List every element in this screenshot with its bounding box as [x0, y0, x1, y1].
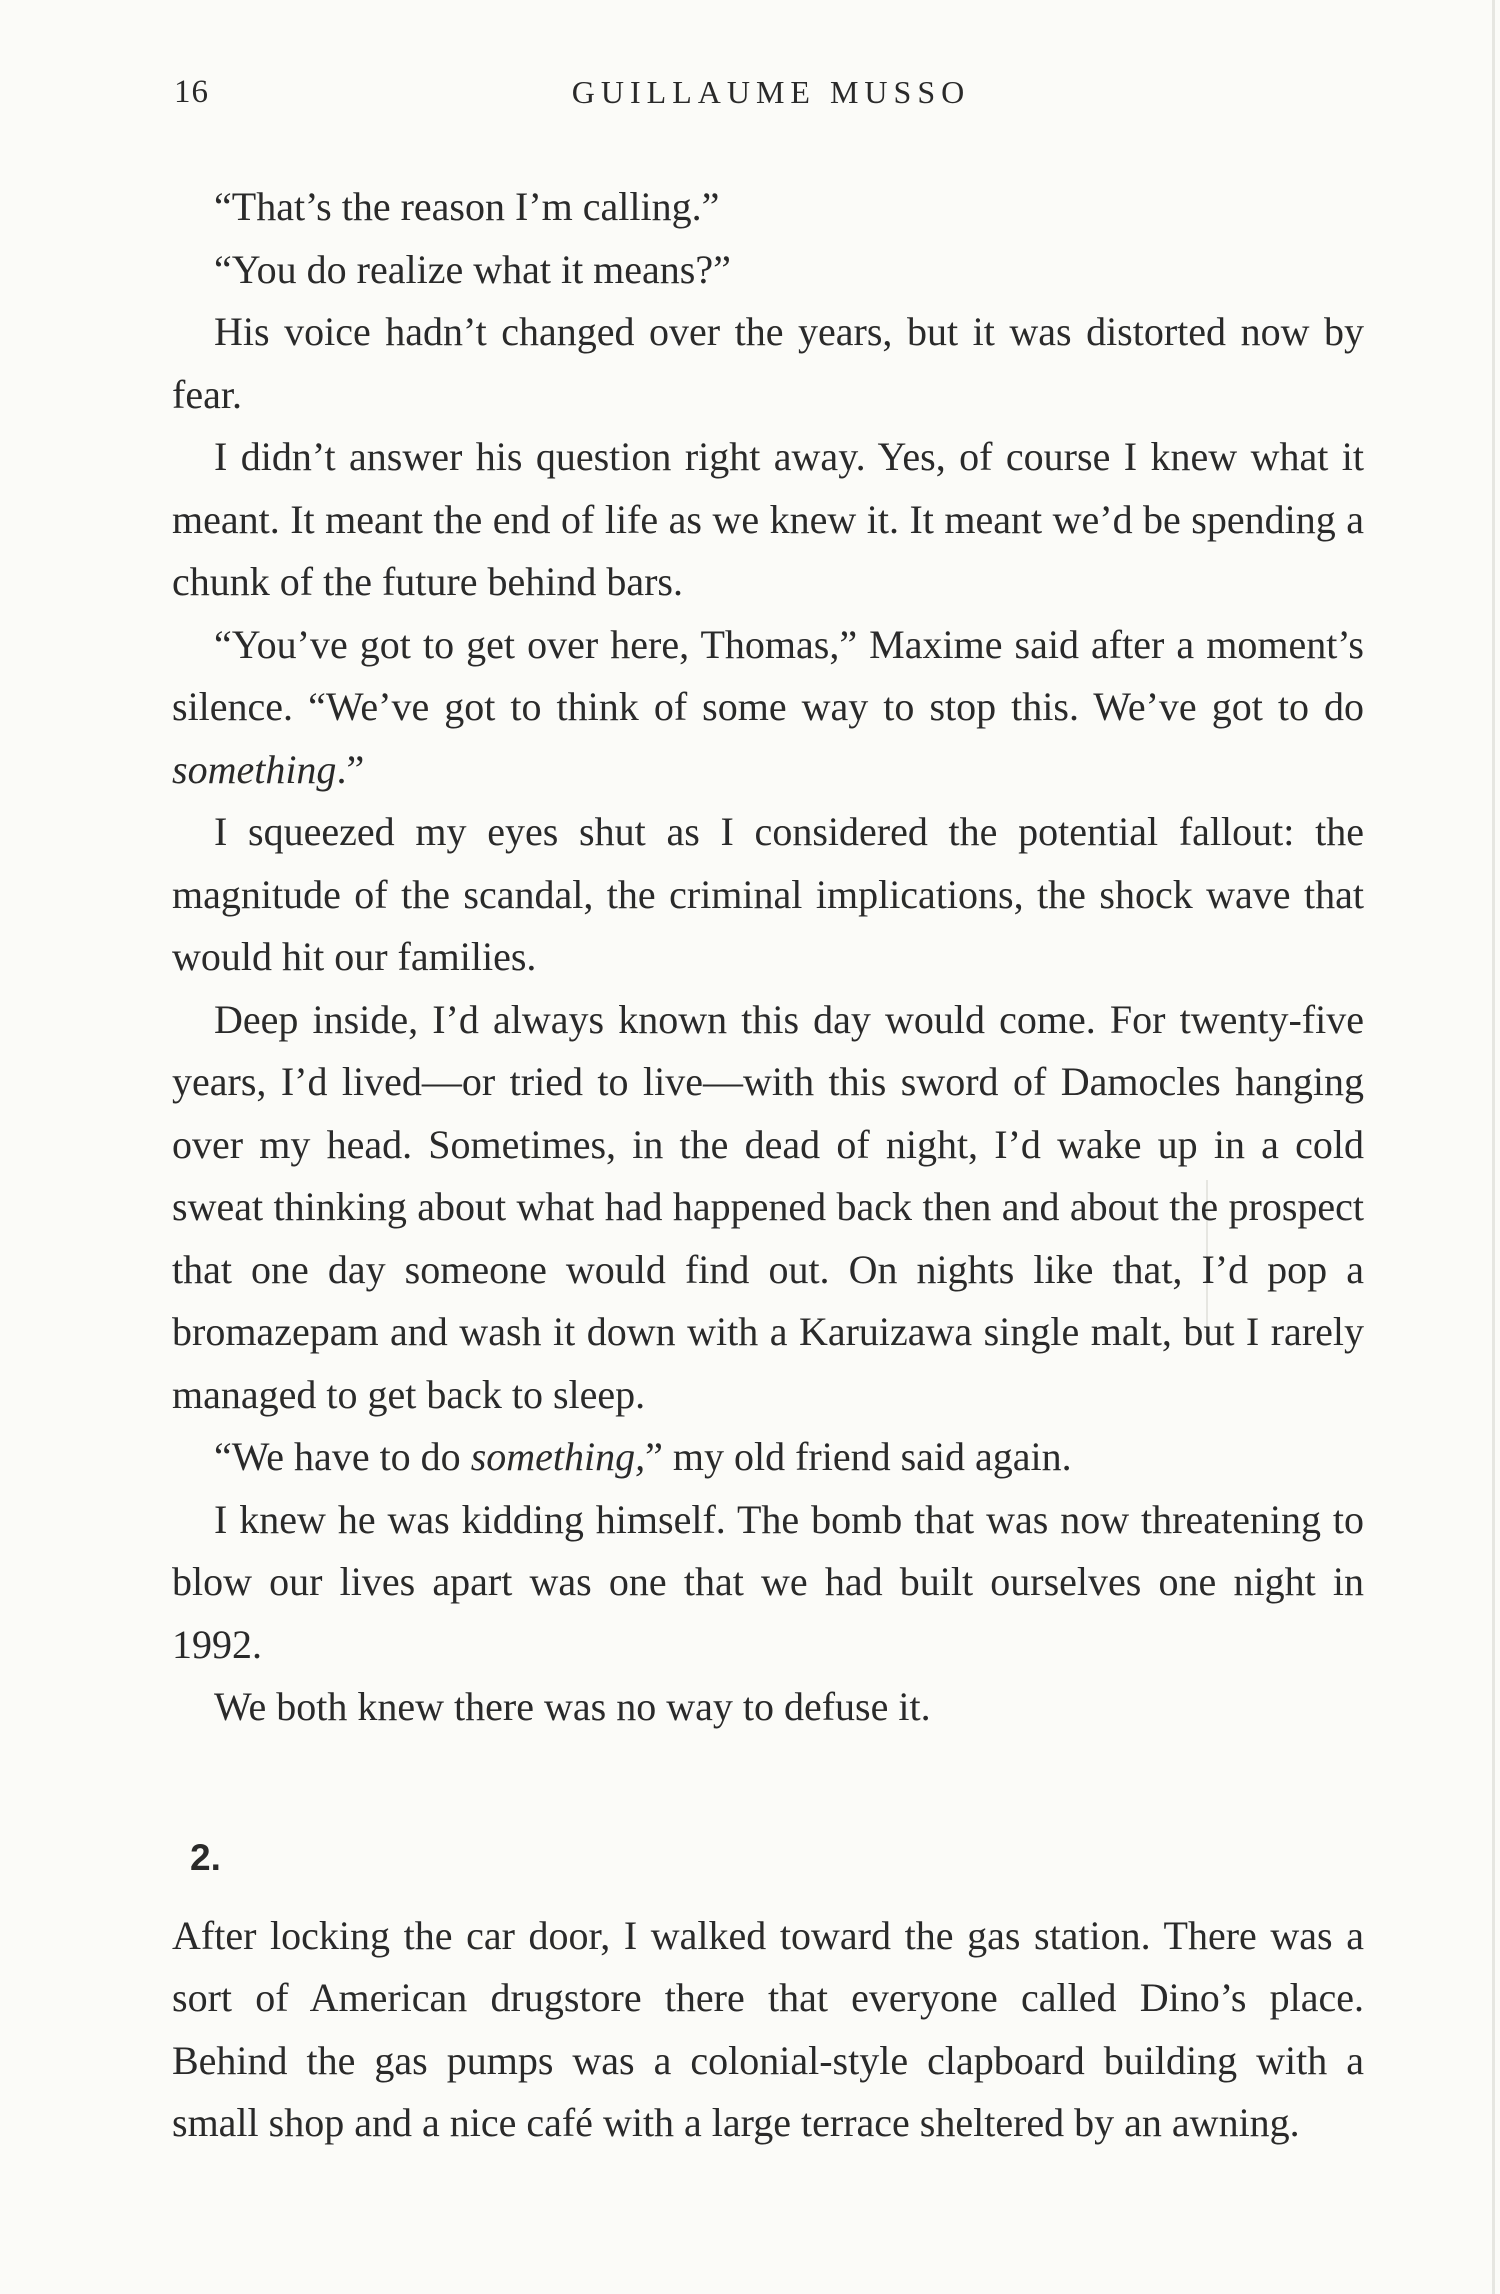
page-number: 16 — [174, 74, 209, 110]
scan-artifact-line — [1492, 0, 1495, 2294]
running-head — [174, 70, 1362, 120]
paragraph-text: “You’ve got to get over here, Thomas,” Maxime said after a moment’s silence. “We’ve got to think of some way to stop this. We’ve got to do — [172, 621, 1364, 729]
emphasis-text: something — [172, 746, 337, 792]
paragraph: Deep inside, I’d always known this day would come. For twenty-five years, I’d lived—or tried to live—with this sword of Damocles hanging over my head. Sometimes, in the dead of night, I’d wake up in a cold sweat thinking about what had happened back then and about the prospect that one day someone would find out. On nights like that, I’d pop a bromazepam and wash it down with a Karuizawa single malt, but I rarely managed to get back to sleep. — [172, 996, 1364, 1417]
section-paragraph: After locking the car door, I walked toward the gas station. There was a sort of American drugstore there that everyone called Dino’s place. Behind the gas pumps was a colonial-style clapboard building with a small shop and a nice café with a large terrace sheltered by an awning. — [172, 1912, 1364, 2145]
paragraph: “That’s the reason I’m calling.” — [214, 184, 720, 229]
paragraph — [172, 614, 1364, 802]
paragraph: I squeezed my eyes shut as I considered the potential fallout: the magnitude of the scandal, the criminal implications, the shock wave that would hit our families. — [172, 809, 1364, 979]
paragraph: His voice hadn’t changed over the years, but it was distorted now by fear. — [172, 309, 1364, 417]
paragraph: I didn’t answer his question right away. Yes, of course I knew what it meant. It meant the end of life as we knew it. It meant we’d be spending a chunk of the future behind bars. — [172, 434, 1364, 604]
paragraph: “You do realize what it means?” — [214, 246, 731, 292]
emphasis-text: something, — [470, 1434, 646, 1479]
paragraph-text: “We have to do — [214, 1434, 471, 1479]
book-author-header: GUILLAUME MUSSO — [571, 74, 971, 110]
paragraph: We both knew there was no way to defuse it. — [214, 1684, 931, 1729]
paragraph-text: .” — [336, 746, 365, 792]
paragraph-text: ” my old friend said again. — [645, 1434, 1072, 1479]
paragraph: I knew he was kidding himself. The bomb that was now threatening to blow our lives apart was one that we had built ourselves one night in 1992. — [172, 1496, 1364, 1667]
section-heading: 2. — [190, 1836, 221, 1878]
body-text — [172, 176, 1364, 2155]
paragraph — [172, 1426, 1364, 1489]
